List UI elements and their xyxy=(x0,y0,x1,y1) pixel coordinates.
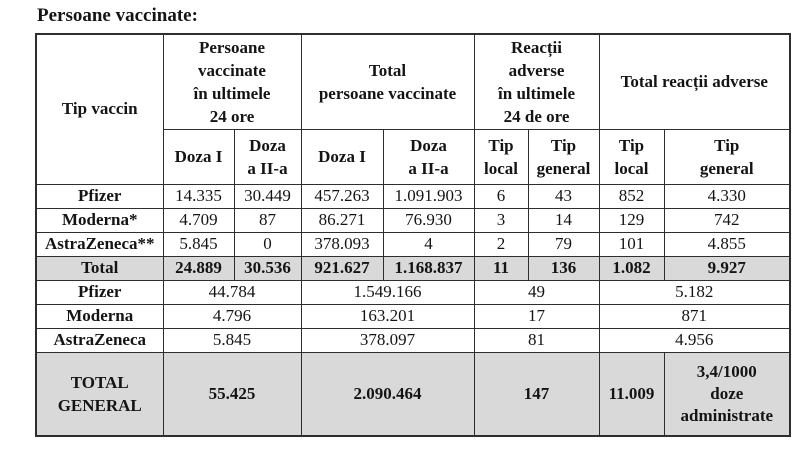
header-group-total-vaccinated xyxy=(301,34,474,129)
subheader-line: Tip xyxy=(550,135,577,155)
vaccine-name: AstraZeneca xyxy=(36,328,163,352)
subheader-line: Doza xyxy=(410,135,447,155)
cell-reactions-24h: 49 xyxy=(474,280,599,304)
cell-reactions-total: 871 xyxy=(599,304,790,328)
subheader-line: Tip xyxy=(714,135,740,155)
cell-local-24h: 11 xyxy=(474,256,528,280)
table-row-total xyxy=(36,256,790,280)
cell-reactions-local-total: 11.009 xyxy=(599,352,664,436)
vaccine-name: Pfizer xyxy=(36,184,163,208)
table-row-astrazeneca-detail xyxy=(36,232,790,256)
header-line: 24 ore xyxy=(209,106,255,126)
cell-local-24h: 2 xyxy=(474,232,528,256)
subheader-doza1-total xyxy=(301,129,383,184)
cell-local-total: 852 xyxy=(599,184,664,208)
cell-reactions-24h: 17 xyxy=(474,304,599,328)
cell-reactions-total: 4.956 xyxy=(599,328,790,352)
header-line: Persoane xyxy=(198,37,266,57)
cell-d1-24h: 4.709 xyxy=(163,208,234,232)
rate-line: doze xyxy=(710,383,744,403)
vaccine-name: AstraZeneca** xyxy=(36,232,163,256)
cell-d1-24h: 14.335 xyxy=(163,184,234,208)
header-line: Total xyxy=(368,60,407,80)
vaccine-name: Moderna xyxy=(36,304,163,328)
cell-general-24h: 136 xyxy=(528,256,599,280)
subheader-line: general xyxy=(699,158,754,178)
header-line: Reacții xyxy=(511,37,562,57)
subheader-line: general xyxy=(536,158,591,178)
cell-doses-24h: 4.796 xyxy=(163,304,301,328)
label-line: TOTAL xyxy=(70,372,129,392)
subheader-line: a II-a xyxy=(247,158,288,178)
table-row-moderna-summary xyxy=(36,304,790,328)
subheader-tip-local-total xyxy=(599,129,664,184)
cell-d2-24h: 87 xyxy=(234,208,301,232)
vaccination-table xyxy=(35,33,791,437)
cell-reactions-24h: 81 xyxy=(474,328,599,352)
subheader-line: Tip xyxy=(488,135,514,155)
cell-doses-total: 163.201 xyxy=(301,304,474,328)
cell-d1-total: 921.627 xyxy=(301,256,383,280)
header-group-reactions-24h xyxy=(474,34,599,129)
header-line: adverse xyxy=(508,60,565,80)
table-row-astrazeneca-summary xyxy=(36,328,790,352)
cell-reactions-total: 5.182 xyxy=(599,280,790,304)
cell-general-total: 742 xyxy=(664,208,790,232)
cell-d1-total: 86.271 xyxy=(301,208,383,232)
label-line: GENERAL xyxy=(57,395,142,415)
subheader-line: local xyxy=(484,158,519,178)
cell-general-total: 4.855 xyxy=(664,232,790,256)
cell-general-24h: 43 xyxy=(528,184,599,208)
cell-local-24h: 3 xyxy=(474,208,528,232)
cell-local-24h: 6 xyxy=(474,184,528,208)
cell-local-total: 129 xyxy=(599,208,664,232)
subheader-line: Doza I xyxy=(174,147,223,166)
cell-d1-total: 378.093 xyxy=(301,232,383,256)
header-group-total-reactions xyxy=(599,34,790,129)
rate-line: 3,4/1000 xyxy=(696,361,757,381)
cell-doses-24h: 5.845 xyxy=(163,328,301,352)
header-group-vaccinated-24h xyxy=(163,34,301,129)
subheader-doza1-24h xyxy=(163,129,234,184)
cell-d2-24h: 30.536 xyxy=(234,256,301,280)
subheader-line: local xyxy=(614,158,649,178)
total-general-label xyxy=(36,352,163,436)
cell-d2-total: 76.930 xyxy=(383,208,474,232)
vaccine-name: Moderna* xyxy=(36,208,163,232)
subheader-doza2-24h xyxy=(234,129,301,184)
table-row-pfizer-detail xyxy=(36,184,790,208)
header-line: Total reacții adverse xyxy=(620,72,768,92)
cell-doses-24h: 55.425 xyxy=(163,352,301,436)
subheader-tip-general-total xyxy=(664,129,790,184)
cell-reaction-rate xyxy=(664,352,790,436)
cell-d1-24h: 5.845 xyxy=(163,232,234,256)
cell-doses-total: 378.097 xyxy=(301,328,474,352)
cell-d1-24h: 24.889 xyxy=(163,256,234,280)
header-line: vaccinate xyxy=(198,60,266,80)
header-line: în ultimele xyxy=(498,83,575,103)
cell-doses-24h: 44.784 xyxy=(163,280,301,304)
cell-d2-total: 4 xyxy=(383,232,474,256)
table-row-total-general xyxy=(36,352,790,436)
subheader-line: Tip xyxy=(618,135,645,155)
table-row-pfizer-summary xyxy=(36,280,790,304)
cell-reactions-24h: 147 xyxy=(474,352,599,436)
cell-general-24h: 79 xyxy=(528,232,599,256)
cell-d2-total: 1.168.837 xyxy=(383,256,474,280)
table-row-moderna-detail xyxy=(36,208,790,232)
cell-d2-24h: 30.449 xyxy=(234,184,301,208)
cell-general-total: 9.927 xyxy=(664,256,790,280)
cell-doses-total: 1.549.166 xyxy=(301,280,474,304)
header-line: în ultimele xyxy=(193,83,271,103)
subheader-line: Doza I xyxy=(318,147,366,166)
rate-line: administrate xyxy=(680,405,774,425)
subheader-line: a II-a xyxy=(408,158,449,178)
header-tip-vaccin: Tip vaccin xyxy=(36,34,163,184)
cell-d2-24h: 0 xyxy=(234,232,301,256)
subheader-line: Doza xyxy=(249,135,286,155)
cell-d1-total: 457.263 xyxy=(301,184,383,208)
vaccine-name: Pfizer xyxy=(36,280,163,304)
subheader-doza2-total xyxy=(383,129,474,184)
cell-local-total: 101 xyxy=(599,232,664,256)
page-title: Persoane vaccinate: xyxy=(37,5,198,26)
cell-doses-total: 2.090.464 xyxy=(301,352,474,436)
header-line: persoane vaccinate xyxy=(318,83,457,103)
subheader-tip-local-24h xyxy=(474,129,528,184)
vaccine-name: Total xyxy=(36,256,163,280)
cell-general-24h: 14 xyxy=(528,208,599,232)
cell-local-total: 1.082 xyxy=(599,256,664,280)
header-group-row xyxy=(36,34,790,129)
cell-general-total: 4.330 xyxy=(664,184,790,208)
subheader-tip-general-24h xyxy=(528,129,599,184)
header-line: 24 de ore xyxy=(503,106,570,126)
cell-d2-total: 1.091.903 xyxy=(383,184,474,208)
